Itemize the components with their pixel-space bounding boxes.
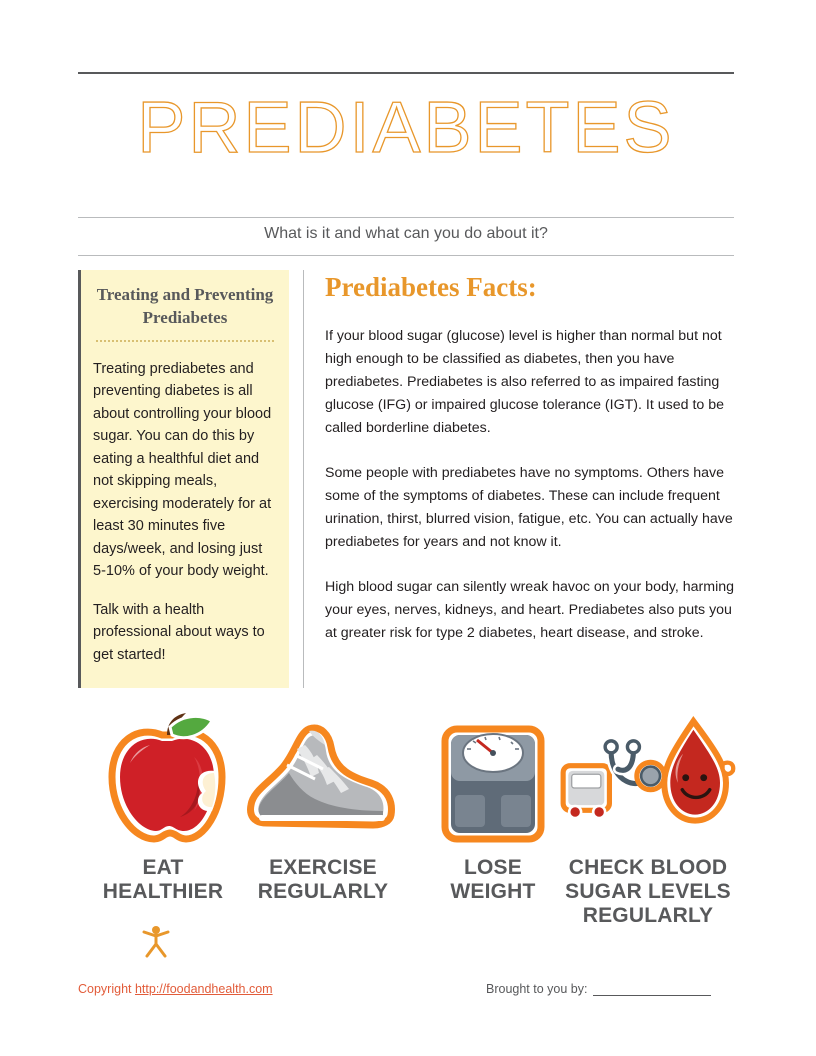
main-paragraph-2: Some people with prediabetes have no symptoms. Others have some of the symptoms of diabetes. These can include frequent urination, thirst, blurred vision, fatigue, etc. You can actually have prediabetes for years and not know it. [325, 465, 733, 550]
brought-to-you-by-blank[interactable] [593, 983, 711, 996]
sidebar-paragraph-1: Treating prediabetes and preventing diabetes is all about controlling your blood sugar. You can do this by eating a healthful diet and not skipping meals, exercising moderately for at least 30 minutes five days/week, and losing just 5-10% of your body weight. [93, 360, 272, 580]
sneaker-icon [233, 706, 413, 846]
icon-caption-line-3: REGULARLY [582, 904, 714, 928]
icon-caption-line-1: LOSE [464, 856, 522, 879]
main-paragraph-1: If your blood sugar (glucose) level is higher than normal but not high enough to be classified as diabetes, then you have prediabetes. Prediabetes is also referred to as impaired fasting glucose (IFG) or impaired glucose tolerance (IGT). It used to be called borderline diabetes. [325, 328, 724, 436]
main-content [325, 272, 737, 667]
icon-caption-line-2: WEIGHT [450, 880, 536, 904]
icon-caption-line-2: SUGAR LEVELS [565, 880, 731, 904]
icon-cell-exercise-regularly [233, 706, 413, 904]
subtitle-rule-bottom [78, 255, 734, 256]
stethoscope-blood-drop-icon [558, 706, 738, 846]
sidebar-paragraph-2: Talk with a health professional about ways to get started! [93, 601, 265, 663]
bathroom-scale-icon [418, 706, 568, 846]
icon-cell-eat-healthier [78, 706, 248, 904]
icon-caption-line-2: REGULARLY [257, 880, 389, 904]
icon-caption-line-1: CHECK BLOOD [568, 856, 728, 879]
icon-cell-lose-weight [418, 706, 568, 904]
main-paragraph-3: High blood sugar can silently wreak havoc on your body, harming your eyes, nerves, kidneys, and heart. Prediabetes also puts you at greater risk for type 2 diabetes, heart disease, and stroke. [325, 579, 735, 641]
stick-figure-icon [136, 924, 176, 958]
icon-caption-line-2: HEALTHIER [102, 880, 224, 904]
icon-caption-eat-healthier [78, 856, 248, 904]
brought-to-you-by-label: Brought to you by: [486, 982, 588, 996]
header-top-rule [78, 72, 734, 74]
illustration-row [78, 706, 738, 956]
sidebar-divider [96, 340, 274, 342]
icon-caption-line-1: EAT [142, 856, 184, 879]
icon-cell-check-blood-sugar [558, 706, 738, 928]
icon-caption-lose-weight [418, 856, 568, 904]
sidebar-body [93, 358, 277, 666]
copyright-notice [78, 982, 273, 996]
page-title: PREDIABETES [137, 88, 675, 168]
sidebar-panel [81, 270, 289, 688]
subtitle-rule-top [78, 217, 734, 218]
icon-caption-exercise-regularly [233, 856, 413, 904]
page-subtitle: What is it and what can you do about it? [264, 225, 548, 242]
brought-to-you-by [486, 982, 711, 996]
column-divider [303, 270, 304, 688]
copyright-label: Copyright [78, 982, 135, 996]
icon-caption-line-1: EXERCISE [269, 856, 377, 879]
main-heading: Prediabetes Facts: [325, 272, 537, 302]
copyright-link[interactable]: http://foodandhealth.com [134, 982, 273, 996]
icon-caption-check-blood-sugar [558, 856, 738, 928]
apple-icon [78, 706, 248, 846]
sidebar-title: Treating and Preventing Prediabetes [96, 285, 274, 327]
